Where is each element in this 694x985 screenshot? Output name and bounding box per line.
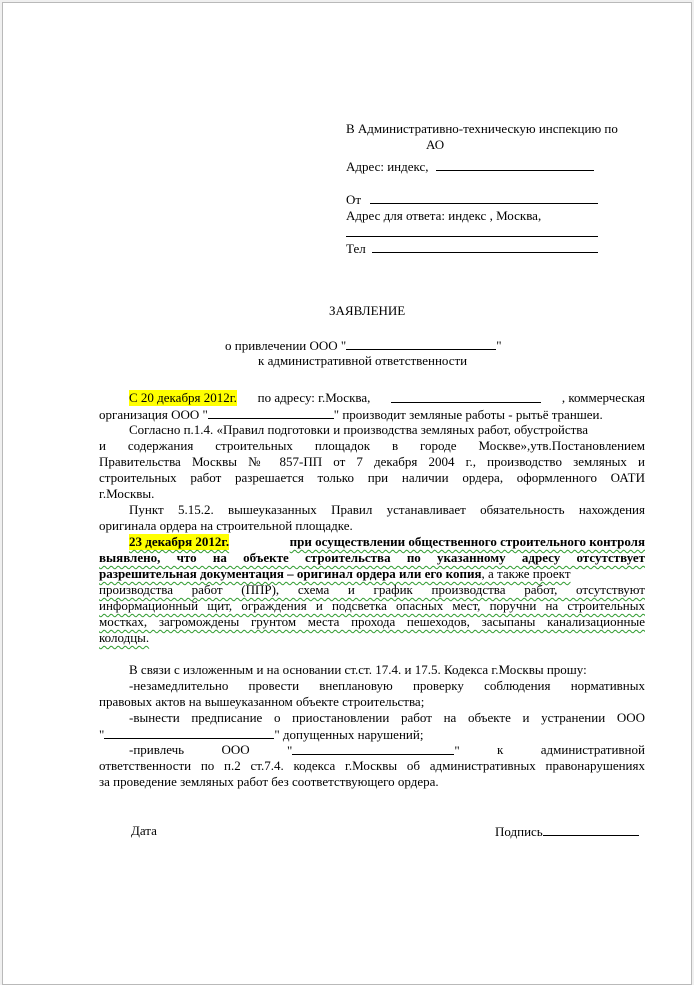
request-2-line-2 xyxy=(99,726,423,743)
para4-line-1 xyxy=(129,534,645,550)
request-3-b: ООО xyxy=(221,742,250,757)
reply-address: Адрес для ответа: индекс , Москва, xyxy=(346,208,542,223)
signature-blank xyxy=(543,823,639,836)
from-label: От xyxy=(346,192,362,207)
requests-intro: В связи с изложенным и на основании ст.ст. 17.4. и 17.5. Кодекса г.Москвы прошу: xyxy=(129,662,587,677)
para2-line-3: Правительства Москвы № 857-ПП от 7 декабря 2004 г., производство земляных и xyxy=(99,454,645,469)
request-3-e: к xyxy=(497,742,504,757)
company-name-blank xyxy=(346,337,496,350)
subtitle-line-1 xyxy=(225,337,502,354)
para4-l3-bold: разрешительная документация – оригинал ордера или его копия xyxy=(99,566,482,581)
request-1-line-1: -незамедлительно провести внеплановую проверку соблюдения нормативных xyxy=(129,678,645,693)
phone-line xyxy=(346,240,598,257)
request-3-blank xyxy=(292,742,454,755)
request-1-line-2: правовых актов на вышеуказанном объекте строительства; xyxy=(99,694,425,709)
subtitle-prefix: о привлечении ООО " xyxy=(225,338,347,353)
para4-line-3 xyxy=(99,566,571,582)
para4-line-4: производства работ (ППР), схема и график производства работ, отсутствуют xyxy=(99,582,645,597)
para4-line-6: мостках, загромождены грунтом места прохода пешеходов, засыпаны канализационные xyxy=(99,614,645,629)
subtitle-line-2: к административной ответственности xyxy=(258,353,468,368)
recipient-line-2: АО xyxy=(426,137,445,152)
signature-label: Подпись xyxy=(495,824,543,839)
date-highlight-2: 23 декабря 2012г. xyxy=(129,534,230,549)
document-title: ЗАЯВЛЕНИЕ xyxy=(329,303,406,318)
para1-rest: " производит земляные работы - рытьё траншеи. xyxy=(333,407,603,422)
request-3-a: -привлечь xyxy=(129,742,185,757)
para1-org: организация ООО " xyxy=(99,407,208,422)
para4-line-7: колодцы. xyxy=(99,630,150,645)
para1-line-2 xyxy=(99,406,603,423)
reply-address-blank xyxy=(346,224,598,237)
reply-address-blank-line xyxy=(346,224,598,241)
request-3-line-3: за проведение земляных работ без соответствующего ордера. xyxy=(99,774,439,789)
request-2-quote-open: " xyxy=(99,727,105,742)
recipient-address xyxy=(346,158,594,175)
date-field xyxy=(131,823,157,839)
para1-line-1 xyxy=(129,390,645,406)
phone-blank xyxy=(372,240,598,253)
request-3-quote-open: " xyxy=(287,743,293,758)
request-2-suffix: " допущенных нарушений; xyxy=(274,727,424,742)
date-highlight-1: С 20 декабря 2012г. xyxy=(129,390,237,405)
para4-line-2: выявлено, что на объекте строительства по указанному адресу отсутствует xyxy=(99,550,645,565)
document-page xyxy=(2,2,692,985)
request-2-blank xyxy=(104,726,274,739)
para2-line-1: Согласно п.1.4. «Правил подготовки и производства земляных работ, обустройства xyxy=(129,422,589,437)
para4-l1-rest: при осуществлении общественного строительного контроля xyxy=(289,534,645,549)
address-label: Адрес: индекс, xyxy=(346,159,429,174)
from-line xyxy=(346,191,598,208)
signature-field xyxy=(495,823,639,840)
address-blank-inline xyxy=(391,390,541,403)
para2-line-5: г.Москвы. xyxy=(99,486,155,501)
para3-line-1: Пункт 5.15.2. вышеуказанных Правил устанавливает обязательность нахождения xyxy=(129,502,645,517)
phone-label: Тел xyxy=(346,241,366,256)
from-blank xyxy=(370,191,598,204)
para1-end: , коммерческая xyxy=(561,390,645,405)
para1-address: по адресу: г.Москва, xyxy=(257,390,371,405)
request-3-line-1 xyxy=(129,742,645,759)
para3-line-2: оригинала ордера на строительной площадке. xyxy=(99,518,353,533)
recipient-line-1: В Административно-техническую инспекцию по xyxy=(346,121,618,136)
para4-line-5: информационный щит, ограждения и подсветка опасных мест, поручни на строительных xyxy=(99,598,645,613)
request-3-blank-group xyxy=(287,742,460,759)
para2-line-4: строительных работ разрешается только при наличии ордера, оформленного ОАТИ xyxy=(99,470,645,485)
request-3-quote-close: " xyxy=(454,743,460,758)
subtitle-suffix: " xyxy=(496,338,502,353)
date-label: Дата xyxy=(131,823,157,838)
request-3-line-2: ответственности по п.2 ст.7.4. кодекса г.Москвы об административных правонарушениях xyxy=(99,758,645,773)
request-3-f: административной xyxy=(540,742,645,757)
address-blank xyxy=(436,158,594,171)
org-blank xyxy=(208,406,334,419)
para4-l3-rest: , а также проект xyxy=(481,566,571,581)
request-2-line-1: -вынести предписание о приостановлении работ на объекте и устранении ООО xyxy=(129,710,645,725)
para2-line-2: и содержания строительных площадок в городе Москве»,утв.Постановлением xyxy=(99,438,645,453)
